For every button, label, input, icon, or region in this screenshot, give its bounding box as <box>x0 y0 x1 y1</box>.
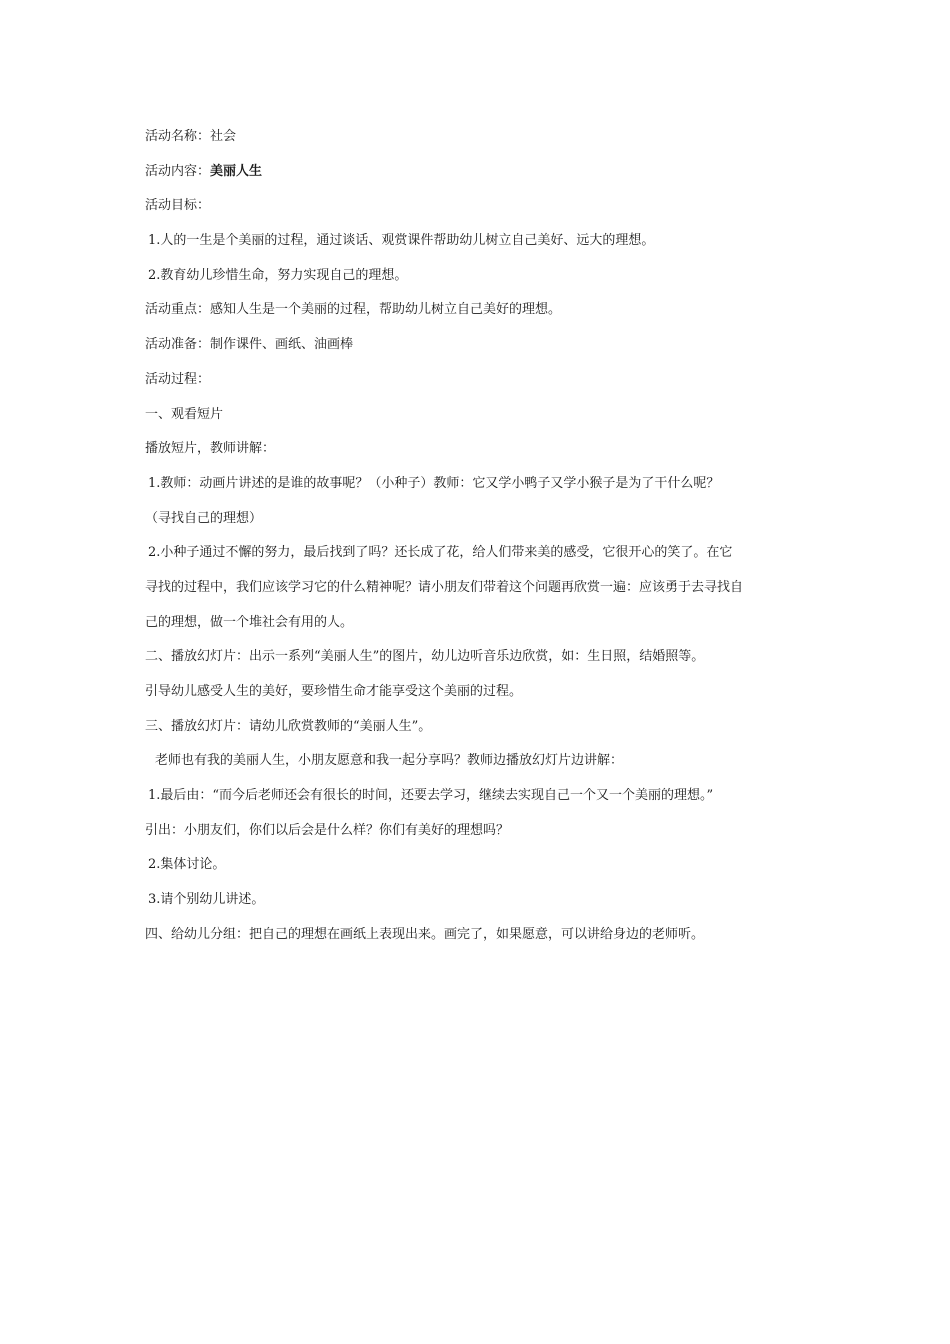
step1-title: 一、观看短片 <box>145 406 224 422</box>
goal-item-1: 1.人的一生是个美丽的过程，通过谈话、观赏课件帮助幼儿树立自己美好、远大的理想。 <box>148 233 655 249</box>
activity-process-label: 活动过程： <box>145 371 211 387</box>
step2-guide: 引导幼儿感受人生的美好，要珍惜生命才能享受这个美丽的过程。 <box>145 684 523 699</box>
step3-point2: 2.集体讨论。 <box>148 857 226 873</box>
activity-prep: 活动准备：制作课件、画纸、油画棒 <box>145 337 354 353</box>
step3-lead: 引出：小朋友们，你们以后会是什么样？你们有美好的理想吗？ <box>145 822 510 838</box>
activity-name-line <box>145 126 825 161</box>
activity-content-value: 美丽人生 <box>210 163 263 179</box>
activity-focus: 活动重点：感知人生是一个美丽的过程，帮助幼儿树立自己美好的理想。 <box>145 302 562 318</box>
activity-content-line <box>145 161 825 196</box>
step2-title: 二、播放幻灯片：出示一系列“美丽人生”的图片，幼儿边听音乐边欣赏，如：生日照，结婚照等。 <box>145 649 705 665</box>
activity-content-label: 活动内容： <box>145 163 211 179</box>
step1-question1-line2: （寻找自己的理想） <box>145 510 263 526</box>
activity-name-label: 活动名称： <box>145 129 211 144</box>
step3-title: 三、播放幻灯片：请幼儿欣赏教师的“美丽人生”。 <box>145 718 432 734</box>
step4-title: 四、给幼儿分组：把自己的理想在画纸上表现出来。画完了，如果愿意，可以讲给身边的老师听。 <box>145 926 705 942</box>
step3-point3: 3.请个别幼儿讲述。 <box>148 892 265 908</box>
step3-intro: 老师也有我的美丽人生，小朋友愿意和我一起分享吗？教师边播放幻灯片边讲解： <box>155 753 624 769</box>
step3-point1: 1.最后由：“而今后老师还会有很长的时间，还要去学习，继续去实现自己一个又一个美丽的理想。” <box>148 788 714 804</box>
activity-goal-label: 活动目标： <box>145 198 211 214</box>
document-body <box>145 126 825 959</box>
activity-name-value: 社会 <box>210 129 237 144</box>
step1-intro: 播放短片，教师讲解： <box>145 441 276 457</box>
goal-item-2: 2.教育幼儿珍惜生命，努力实现自己的理想。 <box>148 267 408 283</box>
step1-question1-line1: 1.教师：动画片讲述的是谁的故事呢？（小种子）教师：它又学小鸭子又学小猴子是为了干什么呢？ <box>148 475 720 491</box>
step1-question2-line3: 己的理想，做一个堆社会有用的人。 <box>145 614 354 630</box>
step1-question2-line2: 寻找的过程中，我们应该学习它的什么精神呢？请小朋友们带着这个问题再欣赏一遍：应该勇于去寻找自 <box>145 579 744 595</box>
step1-question2-line1: 2.小种子通过不懈的努力，最后找到了吗？还长成了花，给人们带来美的感受，它很开心的笑了。在它 <box>148 545 733 561</box>
